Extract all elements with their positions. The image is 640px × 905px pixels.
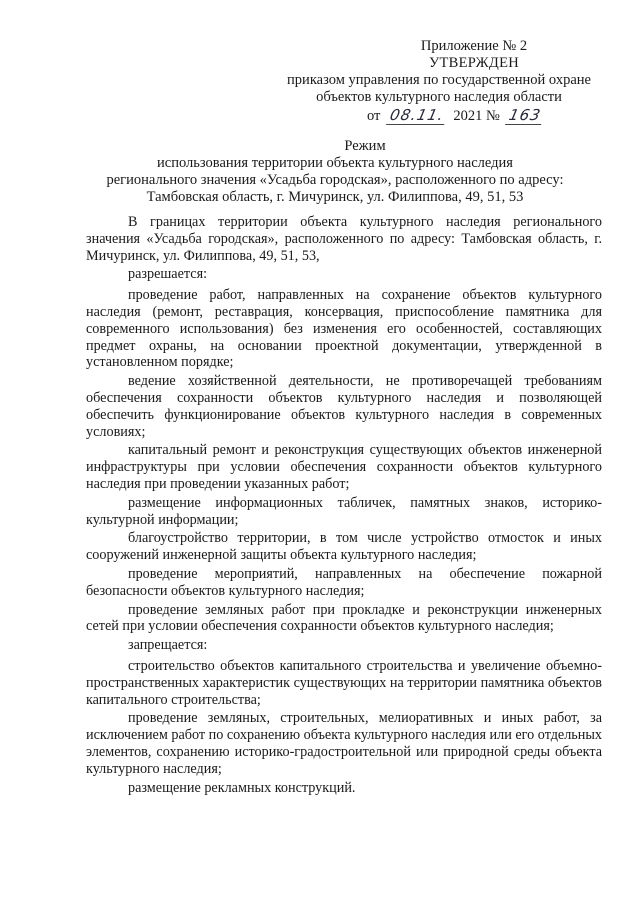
forbidden-label: запрещается: (128, 637, 208, 654)
year-number-label: 2021 № (453, 108, 500, 124)
date-prefix: от (366, 108, 381, 124)
title-line-3: Тамбовская область, г. Мичуринск, ул. Филиппова, 49, 51, 53 (146, 189, 524, 205)
order-line-2: объектов культурного наследия области (316, 89, 562, 105)
allowed-label: разрешается: (128, 266, 208, 283)
allowed-item: проведение мероприятий, направленных на обеспечение пожарной безопасности объектов культурного наследия; (86, 565, 602, 599)
handwritten-date: 08.11. (386, 107, 448, 125)
title-mode: Режим (344, 138, 386, 154)
intro-paragraph: В границах территории объекта культурного наследия регионального значения «Усадьба городская», расположенного по адресу: Тамбовская область, г. Мичуринск, ул. Филиппова, 49, 51, 53, (86, 214, 602, 264)
title-line-2: регионального значения «Усадьба городская», расположенного по адресу: (106, 172, 564, 188)
appendix-number: Приложение № 2 (420, 38, 528, 54)
document-title (60, 138, 610, 206)
forbidden-item: проведение земляных, строительных, мелиоративных и иных работ, за исключением работ по сохранению объекта культурного наследия или его отдельных элементов, сохранению историко-градостроительной или природной среды объекта культурного наследия; (86, 710, 602, 777)
order-line-1: приказом управления по государственной охране (287, 72, 591, 88)
forbidden-item: строительство объектов капитального строительства и увеличение объемно-пространственных характеристик существующих на территории памятника объектов капитального строительства; (86, 657, 602, 708)
allowed-item: проведение земляных работ при прокладке и реконструкции инженерных сетей при условии обеспечения сохранности объектов культурного наследия; (86, 601, 602, 635)
approved-heading: УТВЕРЖДЕН (428, 55, 520, 71)
allowed-item: размещение информационных табличек, памятных знаков, историко-культурной информации; (86, 494, 602, 528)
allowed-item: проведение работ, направленных на сохранение объектов культурного наследия (ремонт, реставрация, консервация, приспособление памятника для современного использования) без изменения его особенностей, составляющих предмет охраны, на основании проектной документации, утвержденной в установленном порядке; (86, 287, 602, 371)
document-body (86, 214, 602, 798)
allowed-item: ведение хозяйственной деятельности, не противоречащей требованиям обеспечения сохранности объектов культурного наследия и позволяющей обеспечить функционирование объектов культурного наследия в современных условиях; (86, 373, 602, 440)
title-line-1: использования территории объекта культурного наследия (157, 155, 513, 171)
allowed-item: благоустройство территории, в том числе устройство отмосток и иных сооружений инженерной защиты объекта культурного наследия; (86, 530, 602, 564)
allowed-item: капитальный ремонт и реконструкция существующих объектов инженерной инфраструктуры при условии обеспечения сохранности объектов культурного наследия при проведении указанных работ; (86, 442, 602, 492)
order-date-number (274, 107, 604, 125)
forbidden-item: размещение рекламных конструкций. (128, 779, 356, 796)
handwritten-order-number: 163 (505, 107, 544, 125)
approval-stamp-block (274, 38, 604, 125)
